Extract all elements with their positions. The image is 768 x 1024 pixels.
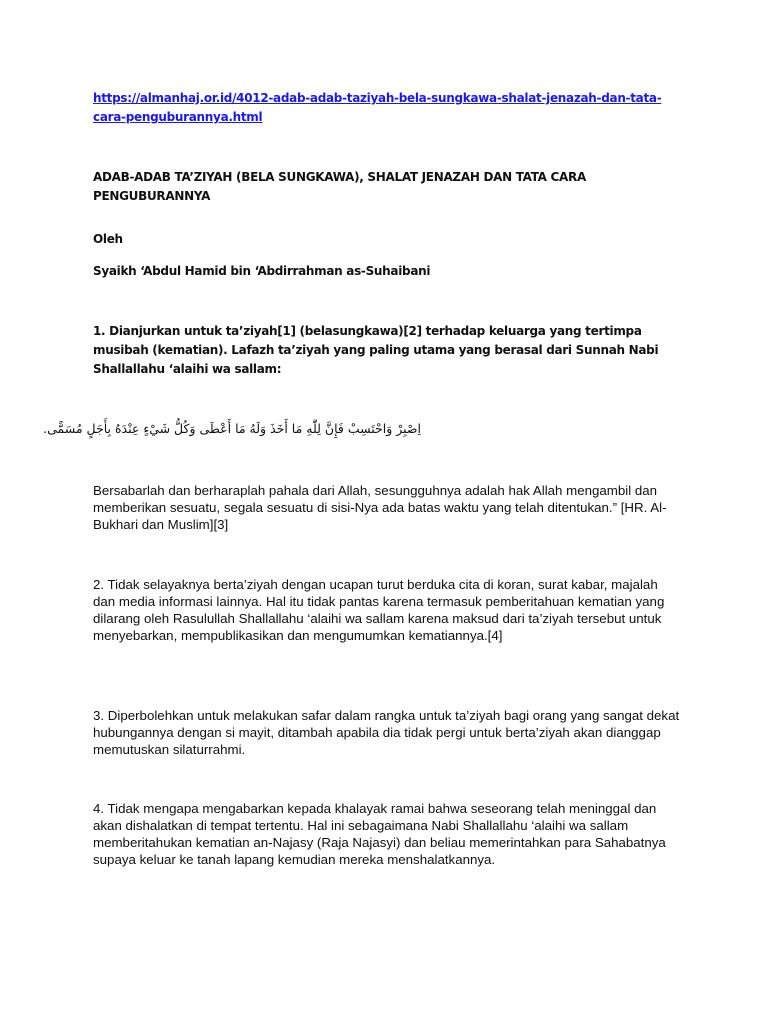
- author-name: Syaikh ‘Abdul Hamid bin ‘Abdirrahman as-Suhaibani: [93, 264, 431, 278]
- by-label: Oleh: [93, 232, 123, 246]
- source-link[interactable]: https://almanhaj.or.id/4012-adab-adab-taziyah-bela-sungkawa-shalat-jenazah-dan-tata-cara-penguburannya.html: [93, 91, 662, 124]
- quote-translation: Bersabarlah dan berharaplah pahala dari Allah, sesungguhnya adalah hak Allah mengambil dan memberikan sesuatu, segala sesuatu di sisi-Nya ada batas waktu yang telah ditentukan.” [HR. Al-Bukhari dan Muslim][3]: [93, 483, 667, 532]
- point-4-paragraph: 4. Tidak mengapa mengabarkan kepada khalayak ramai bahwa seseorang telah meninggal dan akan dishalatkan di tempat tertentu. Hal ini sebagaimana Nabi Shallallahu ‘alaihi wa sallam memberitahukan kematian an-Najasy (Raja Najasyi) dan beliau memerintahkan para Sahabatnya supaya keluar ke tanah lapang kemudian mereka menshalatkannya.: [93, 801, 666, 867]
- point-1-paragraph: 1. Dianjurkan untuk ta’ziyah[1] (belasungkawa)[2] terhadap keluarga yang tertimpa musibah (kematian). Lafazh ta’ziyah yang paling utama yang berasal dari Sunnah Nabi Shallallahu ‘alaihi wa sallam:: [93, 324, 659, 376]
- arabic-quote: اِصْبِرْ وَاحْتَسِبْ فَإِنَّ لِلّٰهِ مَا أَخَذَ وَلَهُ مَا أَعْطَى وَكُلُّ شَيْءٍ عِنْدَهُ بِأَجَلٍ مُسَمًّى.: [43, 421, 421, 436]
- point-3-paragraph: 3. Diperbolehkan untuk melakukan safar dalam rangka untuk ta’ziyah bagi orang yang sangat dekat hubungannya dengan si mayit, ditambah apabila dia tidak pergi untuk berta’ziyah akan dianggap memutuskan silaturrahmi.: [93, 708, 680, 757]
- document-title: ADAB-ADAB TA’ZIYAH (BELA SUNGKAWA), SHALAT JENAZAH DAN TATA CARA PENGUBURANNYA: [93, 170, 586, 203]
- point-2-paragraph: 2. Tidak selayaknya berta’ziyah dengan ucapan turut berduka cita di koran, surat kabar, majalah dan media informasi lainnya. Hal itu tidak pantas karena termasuk pemberitahuan kematian yang dilarang oleh Rasulullah Shallallahu ‘alaihi wa sallam karena maksud dari ta’ziyah tersebut untuk menyebarkan, mempublikasikan dan mengumumkan kematiannya.[4]: [93, 577, 665, 643]
